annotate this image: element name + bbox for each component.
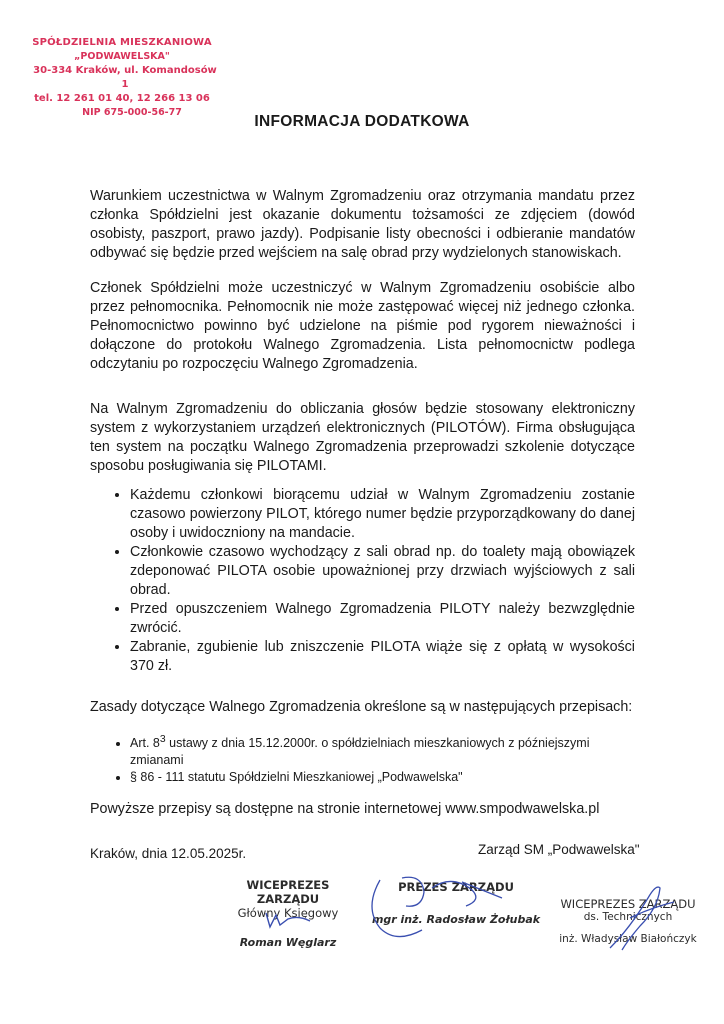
stamp-line-4: tel. 12 261 01 40, 12 266 13 06 [34, 93, 210, 104]
regulations-list [90, 731, 635, 786]
signature-role: PREZES ZARZĄDU [398, 880, 514, 894]
signature-subrole: Główny Księgowy [237, 906, 339, 920]
paragraph-1: Warunkiem uczestnictwa w Walnym Zgromadzeniu oraz otrzymania mandatu przez członka Spółdzielni jest okazanie dokumentu tożsamości ze zdjęciem (dowód osobisty, paszport, prawo jazdy). Podpisanie listy obecności i odbieranie mandatów odbywać się będzie przed wejściem na salę obrad przy wydzielonych stanowiskach. [90, 188, 635, 261]
place-date: Kraków, dnia 12.05.2025r. [90, 846, 247, 861]
paragraph-3: Na Walnym Zgromadzeniu do obliczania głosów będzie stosowany elektroniczny system z wykorzystaniem urządzeń elektronicznych (PILOTÓW). Firma obsługująca ten system na początku Walnego Zgromadzenia przeprowadzi szkolenie dotyczące sposobu posługiwania się PILOTAMI. [90, 401, 635, 474]
company-stamp [22, 36, 222, 120]
signature-name: inż. Władysław Białończyk [559, 933, 697, 945]
document-title: INFORMACJA DODATKOWA [254, 113, 470, 130]
paragraph-2: Członek Spółdzielni może uczestniczyć w Walnym Zgromadzeniu osobiście albo przez pełnomocnika. Pełnomocnik nie może zastępować więcej niż jednego członka. Pełnomocnictwo powinno być udzielone na piśmie pod rygorem nieważności i dołączone do protokołu Walnego Zgromadzenia. Lista pełnomocnictw podlega odczytaniu po rozpoczęciu Walnego Zgromadzenia. [90, 280, 635, 372]
signature-block-vice-president-technical [548, 897, 708, 945]
stamp-line-3: 30-334 Kraków, ul. Komandosów 1 [33, 65, 217, 90]
list-item: • Każdemu członkowi biorącemu udział w Walnym Zgromadzeniu zostanie czasowo powierzony PILOT, którego numer będzie przyporządkowany do danej osoby i uwidoczniony na mandacie. [130, 486, 635, 543]
stamp-line-1: SPÓŁDZIELNIA MIESZKANIOWA [32, 37, 212, 48]
list-item: • Przed opuszczeniem Walnego Zgromadzenia PILOTY należy bezwzględnie zwrócić. [130, 600, 635, 638]
rule-1-text: ustawy z dnia 15.12.2000r. o spółdzielniach mieszkaniowych z późniejszymi zmianami [130, 736, 590, 768]
rule-1-sup: 3 [159, 734, 166, 745]
list-item: • Członkowie czasowo wychodzący z sali obrad np. do toalety mają obowiązek zdeponować PILOTA osobie upoważnionej przy drzwiach wyjściowych z sali obrad. [130, 543, 635, 600]
signature-block-vice-president-finance [218, 878, 358, 949]
signature-subrole: ds. Technicznych [583, 911, 673, 923]
board-name: Zarząd SM „Podwawelska" [478, 842, 640, 857]
stamp-line-5: NIP 675-000-56-77 [82, 107, 182, 118]
signature-block-president [370, 880, 542, 926]
signature-role: WICEPREZES ZARZĄDU [560, 897, 696, 911]
pilot-rules-list [90, 486, 635, 676]
list-item: • § 86 - 111 statutu Spółdzielni Mieszkaniowej „Podwawelska" [130, 769, 635, 786]
rule-1-prefix: Art. 8 [130, 736, 160, 751]
rules-intro: Zasady dotyczące Walnego Zgromadzenia określone są w następujących przepisach: [90, 699, 633, 715]
signature-role: WICEPREZES ZARZĄDU [246, 878, 330, 906]
document-body [90, 187, 635, 819]
signature-name: mgr inż. Radosław Żołubak [371, 913, 541, 926]
website-note: Powyższe przepisy są dostępne na stronie internetowej www.smpodwawelska.pl [90, 801, 600, 818]
stamp-line-2: „PODWAWELSKA" [74, 51, 170, 62]
signature-name: Roman Węglarz [239, 936, 337, 949]
list-item: • Zabranie, zgubienie lub zniszczenie PILOTA wiąże się z opłatą w wysokości 370 zł. [130, 638, 635, 676]
list-item [130, 731, 635, 769]
